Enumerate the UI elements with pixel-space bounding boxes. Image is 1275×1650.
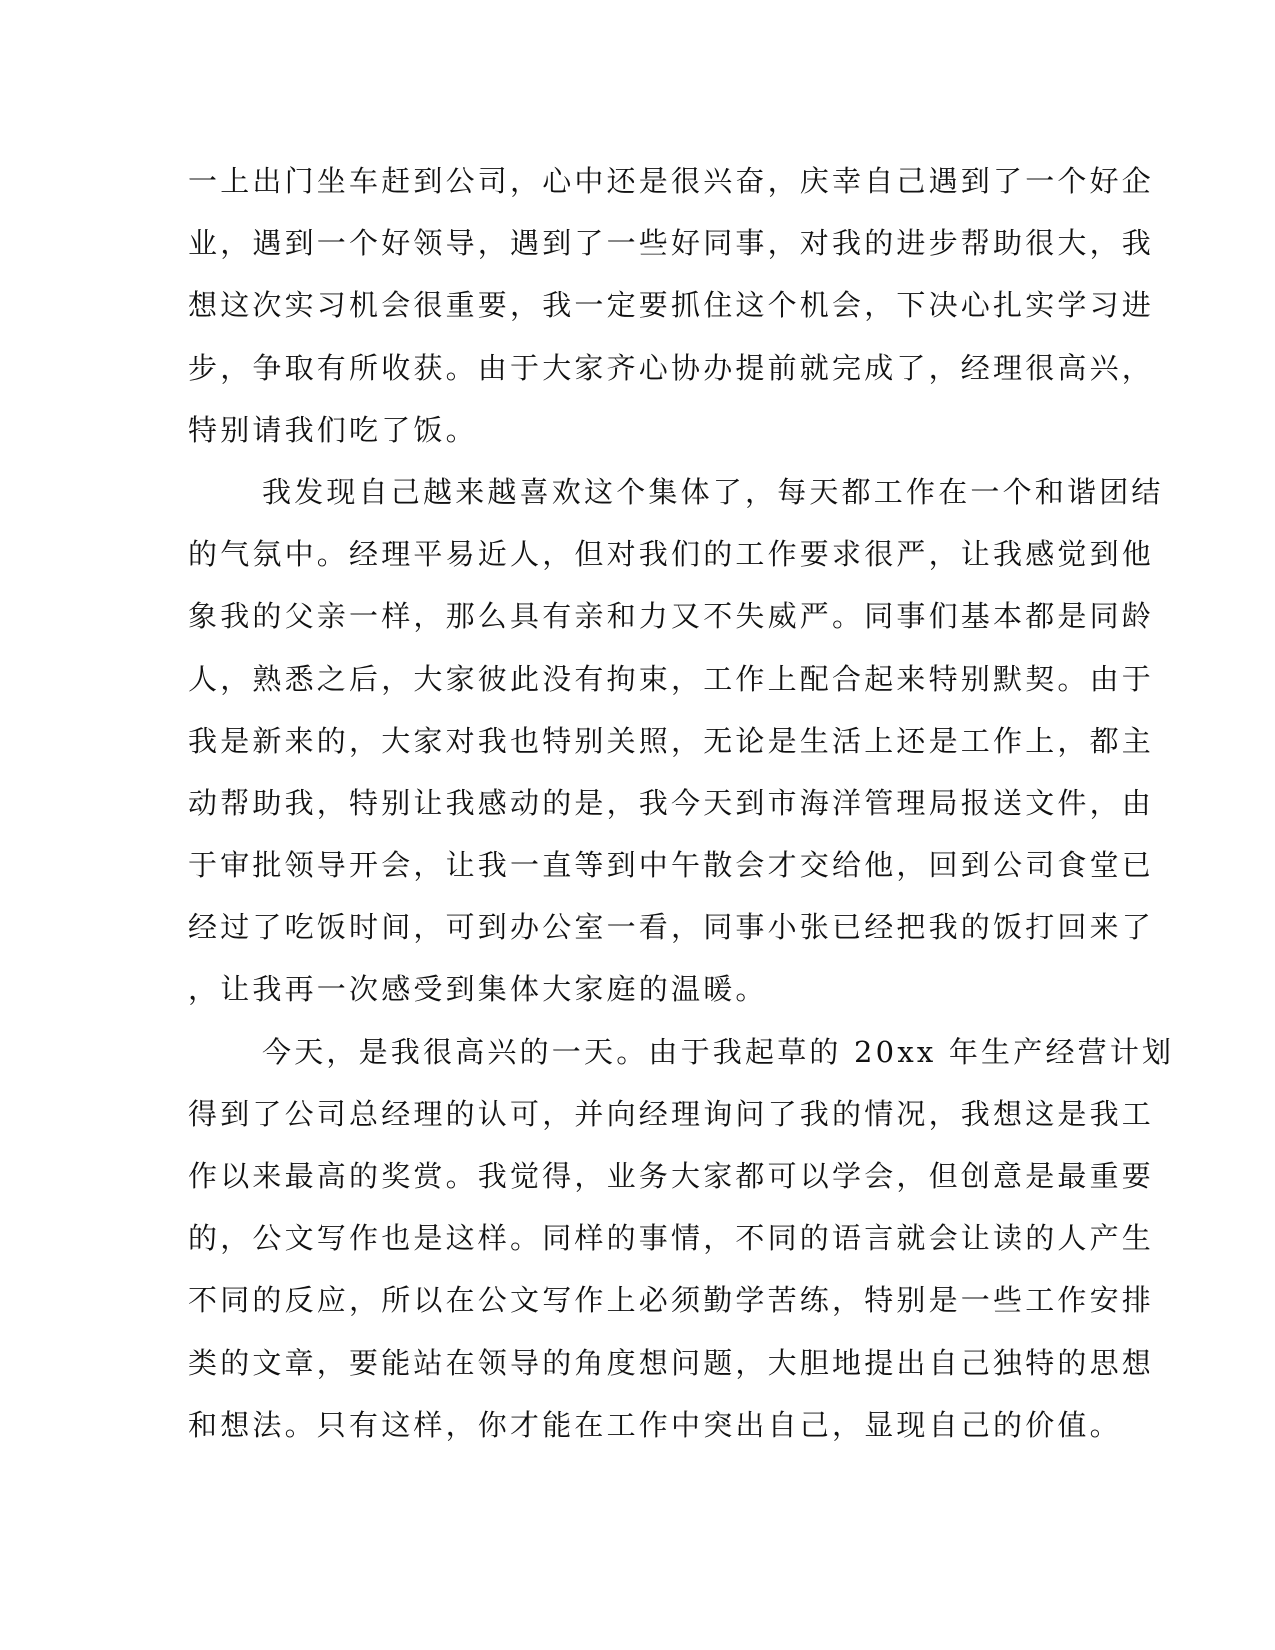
text-line: 象我的父亲一样，那么具有亲和力又不失威严。同事们基本都是同龄 bbox=[188, 599, 1155, 634]
paragraph-3 bbox=[188, 1021, 1175, 1456]
text-line-indented: 我发现自己越来越喜欢这个集体了，每天都工作在一个和谐团结 bbox=[262, 474, 1164, 509]
text-line: 经过了吃饭时间，可到办公室一看，同事小张已经把我的饭打回来了 bbox=[188, 910, 1155, 945]
text-line: 我是新来的，大家对我也特别关照，无论是生活上还是工作上，都主 bbox=[188, 723, 1155, 758]
text-line-indented: 今天，是我很高兴的一天。由于我起草的 20xx 年生产经营计划 bbox=[262, 1034, 1175, 1069]
text-line: 作以来最高的奖赏。我觉得，业务大家都可以学会，但创意是最重要 bbox=[188, 1159, 1155, 1193]
paragraph-1 bbox=[188, 150, 1155, 461]
text-line: 步，争取有所收获。由于大家齐心协办提前就完成了，经理很高兴， bbox=[188, 350, 1155, 385]
text-line: 业，遇到一个好领导，遇到了一些好同事，对我的进步帮助很大，我 bbox=[188, 226, 1155, 261]
text-line: 于审批领导开会，让我一直等到中午散会才交给他，回到公司食堂已 bbox=[188, 848, 1155, 883]
text-line: 人，熟悉之后，大家彼此没有拘束，工作上配合起来特别默契。由于 bbox=[188, 661, 1155, 696]
text-line: 的，公文写作也是这样。同样的事情，不同的语言就会让读的人产生 bbox=[188, 1221, 1155, 1256]
text-line: 的气氛中。经理平易近人，但对我们的工作要求很严，让我感觉到他 bbox=[188, 537, 1155, 572]
text-line: 不同的反应，所以在公文写作上必须勤学苦练，特别是一些工作安排 bbox=[188, 1283, 1155, 1318]
text-line: 类的文章，要能站在领导的角度想问题，大胆地提出自己独特的思想 bbox=[188, 1345, 1155, 1380]
text-line: 想这次实习机会很重要，我一定要抓住这个机会，下决心扎实学习进 bbox=[188, 288, 1155, 323]
text-line: 特别请我们吃了饭。 bbox=[188, 412, 478, 447]
paragraph-2 bbox=[188, 461, 1164, 1021]
text-line: 一上出门坐车赶到公司，心中还是很兴奋，庆幸自己遇到了一个好企 bbox=[188, 164, 1155, 198]
text-line: ，让我再一次感受到集体大家庭的温暖。 bbox=[188, 972, 768, 1007]
document-body bbox=[188, 150, 1175, 1456]
text-line: 得到了公司总经理的认可，并向经理询问了我的情况，我想这是我工 bbox=[188, 1096, 1155, 1131]
text-line: 动帮助我，特别让我感动的是，我今天到市海洋管理局报送文件，由 bbox=[188, 785, 1155, 820]
text-line: 和想法。只有这样，你才能在工作中突出自己，显现自己的价值。 bbox=[188, 1407, 1122, 1442]
